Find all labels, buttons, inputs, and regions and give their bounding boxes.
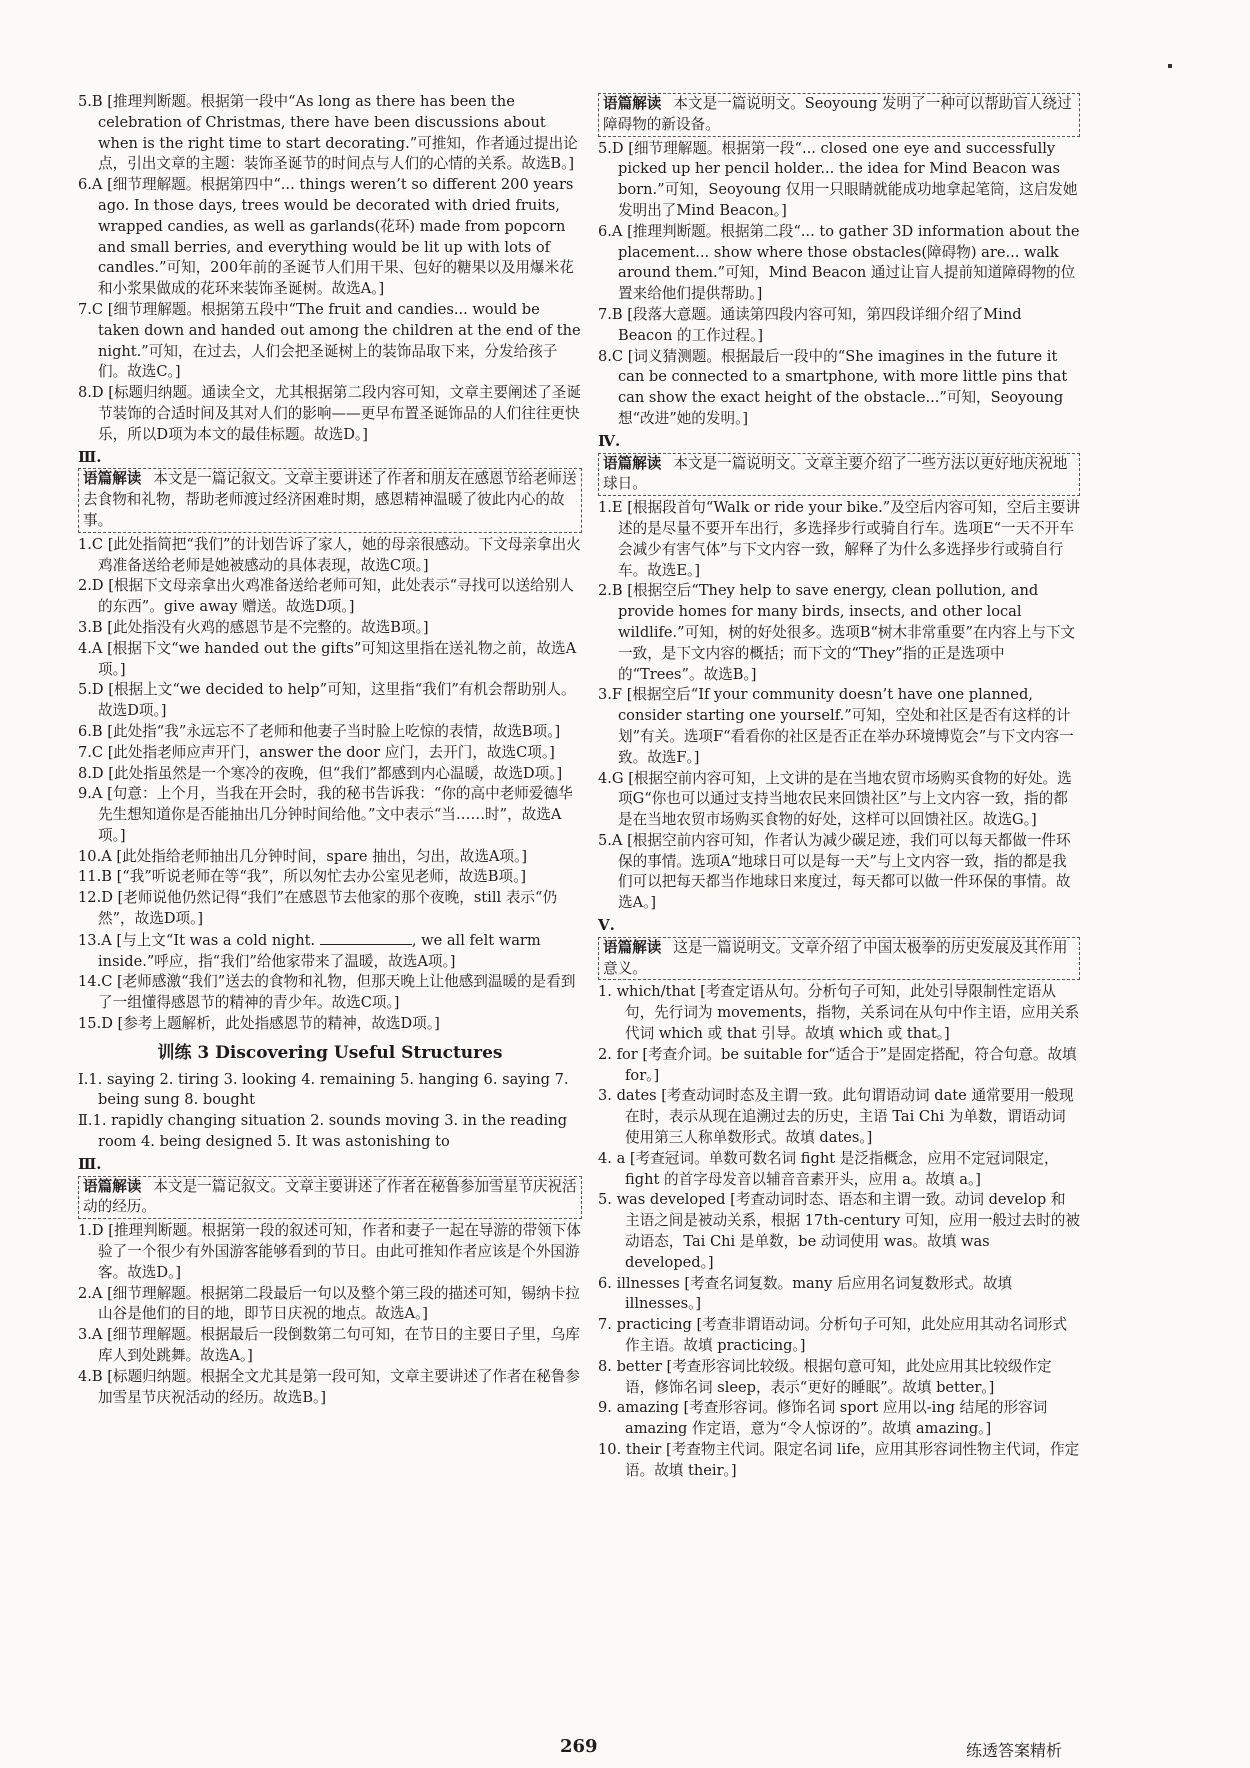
answer-item: 12.D [老师说他仍然记得“我们”在感恩节去他家的那个夜晚，still 表示“仍然”，故选D项。] <box>78 889 558 928</box>
blank-line <box>320 930 412 945</box>
left-column <box>78 92 582 1408</box>
answer-item: 1.D [推理判断题。根据第一段的叙述可知，作者和妻子一起在导游的带领下体验了一个很少有外国游客能够看到的节日。由此可推知作者应该是个外国游客。故选D。] <box>78 1222 581 1281</box>
answer-item: 4.A [根据下文“we handed out the gifts”可知这里指在送礼物之前，故选A项。] <box>78 639 577 678</box>
section-heading: Ⅴ. <box>598 916 615 935</box>
answer-item: 7.C [细节理解题。根据第五段中“The fruit and candies... would be taken down and handed out among the children at the end of the night.”可知，在过去，人们会把圣诞树上的装饰品取下来，分发给孩子们。故选C。] <box>78 300 581 381</box>
answer-item: 15.D [参考上题解析，此处指感恩节的精神，故选D项。] <box>78 1015 440 1033</box>
answer-item: 4. a [考查冠词。单数可数名词 fight 是泛指概念，应用不定冠词限定，fight 的首字母发音以辅音音素开头，应用 a。故填 a。] <box>598 1149 1059 1188</box>
answer-item: 8.C [词义猜测题。根据最后一段中的“She imagines in the future it can be connected to a smartphone, with more little pins that can show the exact height of the obstacle...”可知，Seoyoung 想“改进”她的发明。] <box>598 347 1068 427</box>
answer-item: 5. was developed [考查动词时态、语态和主谓一致。动词 develop 和主语之间是被动关系，根据 17th-century 可知，应用一般过去时的被动语态，Tai Chi 是单数，be 动词使用 was。故填 was developed。] <box>598 1191 1080 1271</box>
answer-item: 6. illnesses [考查名词复数。many 后应用名词复数形式。故填 illnesses。] <box>598 1274 1013 1313</box>
answer-item: 7.B [段落大意题。通读第四段内容可知，第四段详细介绍了Mind Beacon 的工作过程。] <box>598 305 1022 344</box>
answer-item: 3. dates [考查动词时态及主谓一致。此句谓语动词 date 通常要用一般现在时，表示从现在追溯过去的历史，主语 Tai Chi 为单数，谓语动词使用第三人称单数形式。故填 dates。] <box>598 1087 1074 1147</box>
answer-text: , we all felt warm inside.”呼应，指“我们”给他家带来了温暖，故选A项。] <box>98 931 541 970</box>
answer-item: 7.C [此处指老师应声开门，answer the door 应门，去开门，故选C项。] <box>78 743 555 761</box>
passage-summary-label: 语篇解读 <box>83 470 142 488</box>
answer-item <box>78 930 582 973</box>
answer-item: 11.B [“我”听说老师在等“我”，所以匆忙去办公室见老师，故选B项。] <box>78 868 527 886</box>
passage-summary-text: 本文是一篇记叙文。文章主要讲述了作者在秘鲁参加雪星节庆祝活动的经历。 <box>83 1177 577 1216</box>
passage-summary-label: 语篇解读 <box>603 938 662 956</box>
part-two-answers: Ⅱ.1. rapidly changing situation 2. sounds moving 3. in the reading room 4. being designed 5. It was astonishing to <box>78 1112 568 1151</box>
answer-item: 6.A [推理判断题。根据第二段“... to gather 3D information about the placement... show where those obstacles(障碍物) are... walk around them.”可知，Mind Beacon 通过让盲人提前知道障碍物的位置来给他们提供帮助。] <box>598 222 1080 303</box>
answer-text: 13.A [与上文“It was a cold night. <box>78 931 316 949</box>
answer-item: 2.A [细节理解题。根据第二段最后一句以及整个第三段的描述可知，锡纳卡拉山谷是他们的目的地，即节日庆祝的地点。故选A。] <box>78 1284 580 1323</box>
answer-item: 4.G [根据空前内容可知，上文讲的是在当地农贸市场购买食物的好处。选项G“你也可以通过支持当地农民来回馈社区”与上文内容一致，指的都是在当地农贸市场购买食物的好处，这样可以回馈社区。故选G。] <box>598 769 1072 829</box>
page-number: 269 <box>560 1736 598 1757</box>
footer-title: 练透答案精析 <box>966 1741 1063 1760</box>
answer-list <box>78 92 582 446</box>
training-title: 训练 3 Discovering Useful Structures <box>157 1042 503 1063</box>
answer-item: 8.D [标题归纳题。通读全文，尤其根据第二段内容可知，文章主要阐述了圣诞节装饰的合适时间及其对人们的影响——更早布置圣诞饰品的人们往往更快乐，所以D项为本文的最佳标题。故选D。] <box>78 384 581 443</box>
section-heading: Ⅳ. <box>598 431 621 450</box>
answer-item: 5.B [推理判断题。根据第一段中“As long as there has been the celebration of Christmas, there have been discussions about when is the right time to start decorating.”可推知，作者通过提出论点，引出文章的主题：装饰圣诞节的时间点与人们的心情的关系。故选B。] <box>78 93 578 173</box>
passage-summary-box <box>78 468 582 532</box>
passage-summary-label: 语篇解读 <box>83 1177 142 1195</box>
passage-summary-text: 本文是一篇说明文。Seoyoung 发明了一种可以帮助盲人绕过障碍物的新设备。 <box>603 95 1072 133</box>
answer-item: 5.D [根据上文“we decided to help”可知，这里指“我们”有机会帮助别人。故选D项。] <box>78 681 576 720</box>
answer-item: 2. for [考查介词。be suitable for“适合于”是固定搭配，符合句意。故填 for。] <box>598 1045 1077 1084</box>
answer-list <box>598 498 1080 914</box>
passage-summary-text: 这是一篇说明文。文章介绍了中国太极拳的历史发展及其作用意义。 <box>603 938 1068 977</box>
passage-summary-box <box>598 93 1080 137</box>
part-one-answers: Ⅰ.1. saying 2. tiring 3. looking 4. remaining 5. hanging 6. saying 7. being sung 8. bought <box>78 1070 569 1109</box>
corner-mark <box>1168 64 1172 68</box>
answer-list <box>78 972 582 1034</box>
answer-item: 8.D [此处指虽然是一个寒冷的夜晚，但“我们”都感到内心温暖，故选D项。] <box>78 764 563 782</box>
answer-item: 4.B [标题归纳题。根据全文尤其是第一段可知，文章主要讲述了作者在秘鲁参加雪星节庆祝活动的经历。故选B。] <box>78 1367 580 1406</box>
passage-summary-box <box>598 937 1080 981</box>
answer-list <box>598 982 1080 1481</box>
answer-item: 6.B [此处指“我”永远忘不了老师和他妻子当时脸上吃惊的表情，故选B项。] <box>78 722 561 740</box>
answer-list <box>598 139 1080 430</box>
answer-item: 1. which/that [考查定语从句。分析句子可知，此处引导限制性定语从句，先行词为 movements，指物，关系词在从句中作主语，应用关系代词 which 或 that 引导。故填 which 或 that。] <box>598 983 1080 1043</box>
answer-item: 7. practicing [考查非谓语动词。分析句子可知，此处应用其动名词形式作主语。故填 practicing。] <box>598 1316 1068 1355</box>
answer-item: 10.A [此处指给老师抽出几分钟时间，spare 抽出，匀出，故选A项。] <box>78 847 528 865</box>
answer-item: 9.A [句意：上个月，当我在开会时，我的秘书告诉我：“你的高中老师爱德华先生想知道你是否能抽出几分钟时间给他。”文中表示“当……时”，故选A项。] <box>78 785 573 844</box>
passage-summary-label: 语篇解读 <box>603 95 662 112</box>
passage-summary-box <box>598 453 1080 497</box>
section-heading: Ⅲ. <box>78 1154 102 1173</box>
answer-item: 10. their [考查物主代词。限定名词 life，应用其形容词性物主代词，作定语。故填 their。] <box>598 1441 1080 1479</box>
answer-item: 6.A [细节理解题。根据第四中“... things weren’t so different 200 years ago. In those days, trees would be decorated with dried fruits, wrapped candies, as well as garlands(花环) made from popcorn and small berries, and everything would be lit up with lots of candles.”可知，200年前的圣诞节人们用干果、包好的糖果以及用爆米花和小浆果做成的花环来装饰圣诞树。故选A。] <box>78 176 574 298</box>
answer-item: 2.D [根据下文母亲拿出火鸡准备送给老师可知，此处表示“寻找可以送给别人的东西”。give away 赠送。故选D项。] <box>78 577 574 616</box>
answer-item: 14.C [老师感激“我们”送去的食物和礼物，但那天晚上让他感到温暖的是看到了一组懂得感恩节的精神的青少年。故选C项。] <box>78 973 576 1012</box>
answer-item: 1.E [根据段首句“Walk or ride your bike.”及空后内容可知，空后主要讲述的是尽量不要开车出行，多选择步行或骑自行车。选项E“一天不开车会减少有害气体”与下文内容一致，解释了为什么多选择步行或骑自行车。故选E。] <box>598 499 1080 579</box>
section-heading: Ⅲ. <box>78 447 102 466</box>
answer-item: 3.F [根据空后“If your community doesn’t have one planned, consider starting one yourself.”可知，空处和社区是否有这样的计划”有关。选项F“看看你的社区是否正在举办环境博览会”与下文内容一致。故选F。] <box>598 686 1074 766</box>
answer-item: 3.A [细节理解题。根据最后一段倒数第二句可知，在节日的主要日子里，乌库库人到处跳舞。故选A。] <box>78 1326 580 1365</box>
passage-summary-box <box>78 1176 582 1220</box>
right-column <box>598 92 1080 1482</box>
passage-summary-text: 本文是一篇说明文。文章主要介绍了一些方法以更好地庆祝地球日。 <box>603 454 1068 493</box>
answer-item: 1.C [此处指简把“我们”的计划告诉了家人，她的母亲很感动。下文母亲拿出火鸡准备送给老师是她被感动的具体表现，故选C项。] <box>78 535 581 574</box>
answer-list <box>78 1221 582 1408</box>
answer-item: 5.D [细节理解题。根据第一段“... closed one eye and successfully picked up her pencil holder... the idea for Mind Beacon was born.”可知，Seoyoung 仅用一只眼睛就能成功地拿起笔筒，这启发她发明出了Mind Beacon。] <box>598 139 1078 219</box>
passage-summary-label: 语篇解读 <box>603 454 662 472</box>
answer-item: 2.B [根据空后“They help to save energy, clean pollution, and provide homes for many birds, insects, and other local wildlife.”可知，树的好处很多。选项B“树木非常重要”在内容上与下文一致，是下文内容的概括；而下文的“They”指的正是选项中的“Trees”。故选B。] <box>598 582 1076 683</box>
answer-item: 8. better [考查形容词比较级。根据句意可知，此处应用其比较级作定语，修饰名词 sleep，表示“更好的睡眠”。故填 better。] <box>598 1357 1052 1396</box>
answer-item: 9. amazing [考查形容词。修饰名词 sport 应用以-ing 结尾的形容词 amazing 作定语，意为“令人惊讶的”。故填 amazing。] <box>598 1399 1048 1438</box>
answer-item: 5.A [根据空前内容可知，作者认为减少碳足迹，我们可以每天都做一件环保的事情。选项A“地球日可以是每一天”与上文内容一致，指的都是我们可以把每天都当作地球日来度过，每天都可以做一件环保的事情。故选A。] <box>598 831 1071 912</box>
answer-list <box>78 535 582 930</box>
answer-item: 3.B [此处指没有火鸡的感恩节是不完整的。故选B项。] <box>78 618 429 636</box>
passage-summary-text: 本文是一篇记叙文。文章主要讲述了作者和朋友在感恩节给老师送去食物和礼物，帮助老师渡过经济困难时期，感恩精神温暖了彼此内心的故事。 <box>83 470 577 529</box>
